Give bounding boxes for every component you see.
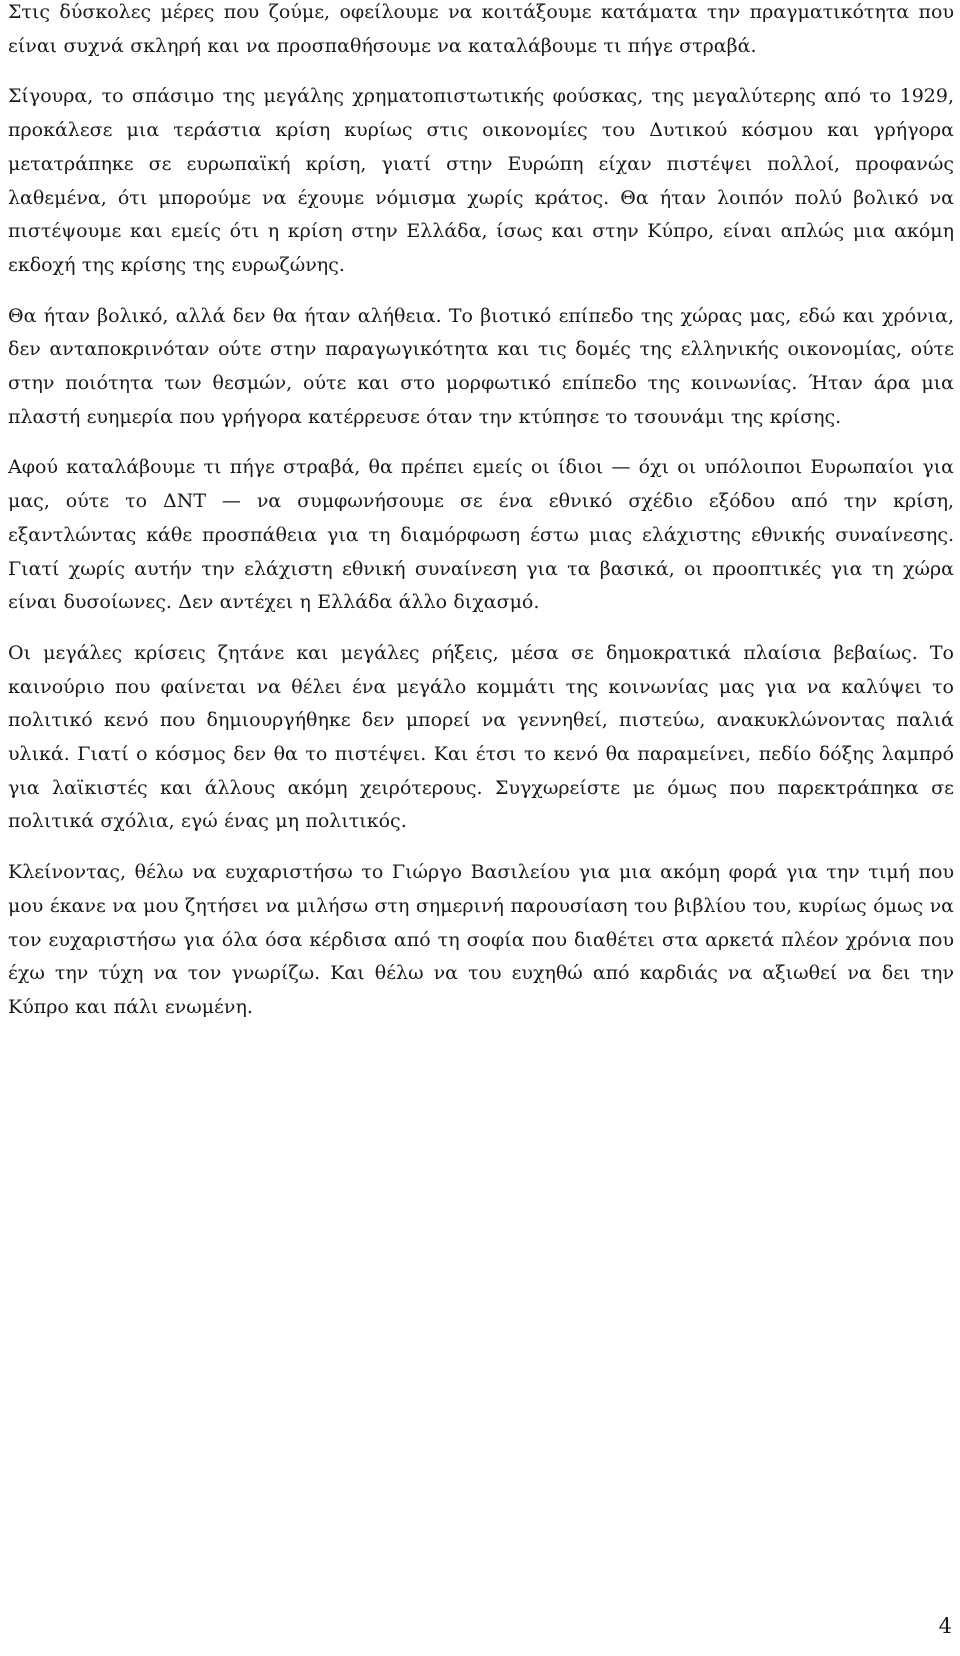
document-page	[8, 0, 954, 1025]
paragraph-financial-crisis: Σίγουρα, το σπάσιμο της μεγάλης χρηματοπιστωτικής φούσκας, της μεγαλύτερης από το 1929, προκάλεσε μια τεράστια κρίση κυρίως στις οικονομίες του Δυτικού κόσμου και γρήγορα μετατράπηκε σε ευρωπαϊκή κρίση, γιατί στην Ευρώπη είχαν πιστέψει πολλοί, προφανώς λαθεμένα, ότι μπορούμε να έχουμε νόμισμα χωρίς κράτος. Θα ήταν λοιπόν πολύ βολικό να πιστέψουμε και εμείς ότι η κρίση στην Ελλάδα, ίσως και στην Κύπρο, είναι απλώς μια ακόμη εκδοχή της κρίσης της ευρωζώνης.	[8, 85, 954, 276]
paragraph-national-consensus: Αφού καταλάβουμε τι πήγε στραβά, θα πρέπει εμείς οι ίδιοι — όχι οι υπόλοιποι Ευρωπαίοι για μας, ούτε το ΔΝΤ — να συμφωνήσουμε σε ένα εθνικό σχέδιο εξόδου από την κρίση, εξαντλώντας κάθε προσπάθεια για τη διαμόρφωση έστω μιας ελάχιστης εθνικής συναίνεσης. Γιατί χωρίς αυτήν την ελάχιστη εθνική συναίνεση για τα βασικά, οι προοπτικές για τη χώρα είναι δυσοίωνες. Δεν αντέχει η Ελλάδα άλλο διχασμό.	[8, 456, 954, 614]
paragraph-political-vacuum: Οι μεγάλες κρίσεις ζητάνε και μεγάλες ρήξεις, μέσα σε δημοκρατικά πλαίσια βεβαίως. Το καινούριο που φαίνεται να θέλει ένα μεγάλο κομμάτι της κοινωνίας μας για να καλύψει το πολιτικό κενό που δημιουργήθηκε δεν μπορεί να γεννηθεί, πιστεύω, ανακυκλώνοντας παλιά υλικά. Γιατί ο κόσμος δεν θα το πιστέψει. Και έτσι το κενό θα παραμείνει, πεδίο δόξης λαμπρό για λαϊκιστές και άλλους ακόμη χειρότερους. Συγχωρείστε με όμως που παρεκτράπηκα σε πολιτικά σχόλια, εγώ ένας μη πολιτικός.	[8, 641, 954, 833]
paragraph-closing-thanks: Κλείνοντας, θέλω να ευχαριστήσω το Γιώργο Βασιλείου για μια ακόμη φορά για την τιμή που μου έκανε να μου ζητήσει να μιλήσω στη σημερινή παρουσίαση του βιβλίου του, κυρίως όμως να τον ευχαριστήσω για όλα όσα κέρδισα από τη σοφία που διαθέτει στα αρκετά πλέον χρόνια που έχω την τύχη να τον γνωρίζω. Και θέλω να του ευχηθώ από καρδιάς να αξιωθεί να δει την Κύπρο και πάλι ενωμένη.	[8, 861, 954, 1018]
paragraph-living-standard: Θα ήταν βολικό, αλλά δεν θα ήταν αλήθεια. Το βιοτικό επίπεδο της χώρας μας, εδώ και χρόνια, δεν ανταποκρινόταν ούτε στην παραγωγικότητα και τις δομές της ελληνικής οικονομίας, ούτε στην ποιότητα των θεσμών, ούτε και στο μορφωτικό επίπεδο της κοινωνίας. Ήταν άρα μια πλαστή ευημερία που γρήγορα κατέρρευσε όταν την κτύπησε το τσουνάμι της κρίσης.	[8, 304, 954, 428]
page-number: 4	[938, 1614, 952, 1638]
paragraph-intro: Στις δύσκολες μέρες που ζούμε, οφείλουμε να κοιτάξουμε κατάματα την πραγματικότητα που είναι συχνά σκληρή και να προσπαθήσουμε να καταλάβουμε τι πήγε στραβά.	[8, 1, 954, 57]
